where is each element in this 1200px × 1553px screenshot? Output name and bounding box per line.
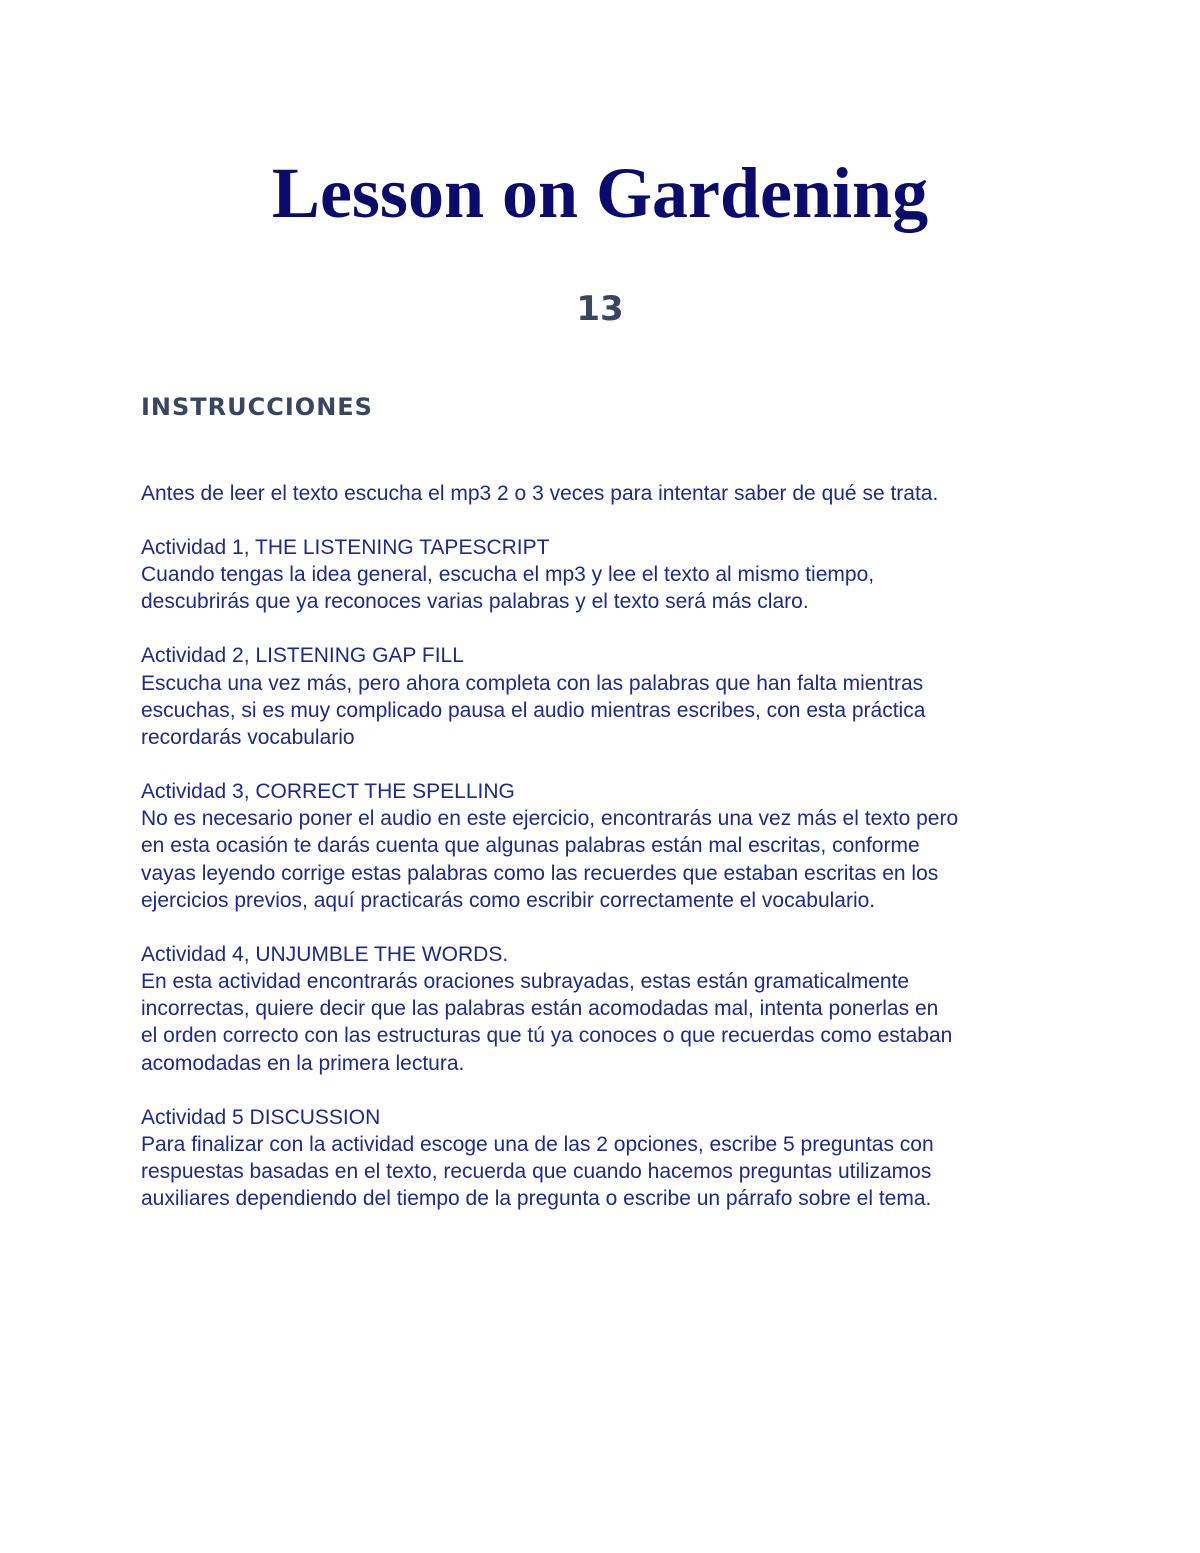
activity-2-line-2: escuchas, si es muy complicado pausa el audio mientras escribes, con esta práctica xyxy=(141,698,926,722)
activity-4 xyxy=(141,941,1081,1077)
activity-5 xyxy=(141,1104,1081,1213)
activity-5-line-2: respuestas basadas en el texto, recuerda que cuando hacemos preguntas utilizamos xyxy=(141,1160,932,1184)
activity-5-label: Actividad 5 DISCUSSION xyxy=(141,1105,381,1129)
activity-3-line-4: ejercicios previos, aquí practicarás como escribir correctamente el vocabulario. xyxy=(141,888,876,912)
activity-2-label: Actividad 2, LISTENING GAP FILL xyxy=(141,644,464,668)
activity-4-line-3: el orden correcto con las estructuras que tú ya conoces o que recuerdas como estaban xyxy=(141,1024,953,1048)
intro-text: Antes de leer el texto escucha el mp3 2 o 3 veces para intentar saber de qué se trata. xyxy=(141,482,939,505)
activity-4-line-4: acomodadas en la primera lectura. xyxy=(141,1051,465,1075)
activity-4-line-1: En esta actividad encontrarás oraciones subrayadas, estas están gramaticalmente xyxy=(141,970,910,994)
activity-2 xyxy=(141,642,1081,751)
activity-1-line-1: Cuando tengas la idea general, escucha el mp3 y lee el texto al mismo tiempo, xyxy=(141,563,875,587)
activity-1-line-2: descubrirás que ya reconoces varias palabras y el texto será más claro. xyxy=(141,590,809,614)
activity-4-label: Actividad 4, UNJUMBLE THE WORDS. xyxy=(141,942,509,966)
activity-5-line-1: Para finalizar con la actividad escoge una de las 2 opciones, escribe 5 preguntas con xyxy=(141,1132,934,1156)
activity-3-line-2: en esta ocasión te darás cuenta que algunas palabras están mal escritas, conforme xyxy=(141,834,920,858)
activity-3-label: Actividad 3, CORRECT THE SPELLING xyxy=(141,780,515,804)
activity-2-line-3: recordarás vocabulario xyxy=(141,726,355,750)
activity-5-line-3: auxiliares dependiendo del tiempo de la pregunta o escribe un párrafo sobre el tema. xyxy=(141,1187,932,1211)
activity-2-line-1: Escucha una vez más, pero ahora completa con las palabras que han falta mientras xyxy=(141,671,924,695)
activity-3 xyxy=(141,778,1081,914)
activity-3-line-3: vayas leyendo corrige estas palabras como las recuerdes que estaban escritas en los xyxy=(141,861,939,885)
document-title: Lesson on Gardening xyxy=(271,153,929,233)
intro-paragraph xyxy=(141,480,1081,507)
instructions-body xyxy=(141,480,1081,1239)
lesson-number: 13 xyxy=(576,289,624,329)
instructions-heading: INSTRUCCIONES xyxy=(141,393,373,421)
activity-1-label: Actividad 1, THE LISTENING TAPESCRIPT xyxy=(141,536,550,559)
activity-3-line-1: No es necesario poner el audio en este ejercicio, encontrarás una vez más el texto pero xyxy=(141,807,959,831)
activity-1 xyxy=(141,534,1081,616)
activity-4-line-2: incorrectas, quiere decir que las palabras están acomodadas mal, intenta ponerlas en xyxy=(141,997,939,1021)
